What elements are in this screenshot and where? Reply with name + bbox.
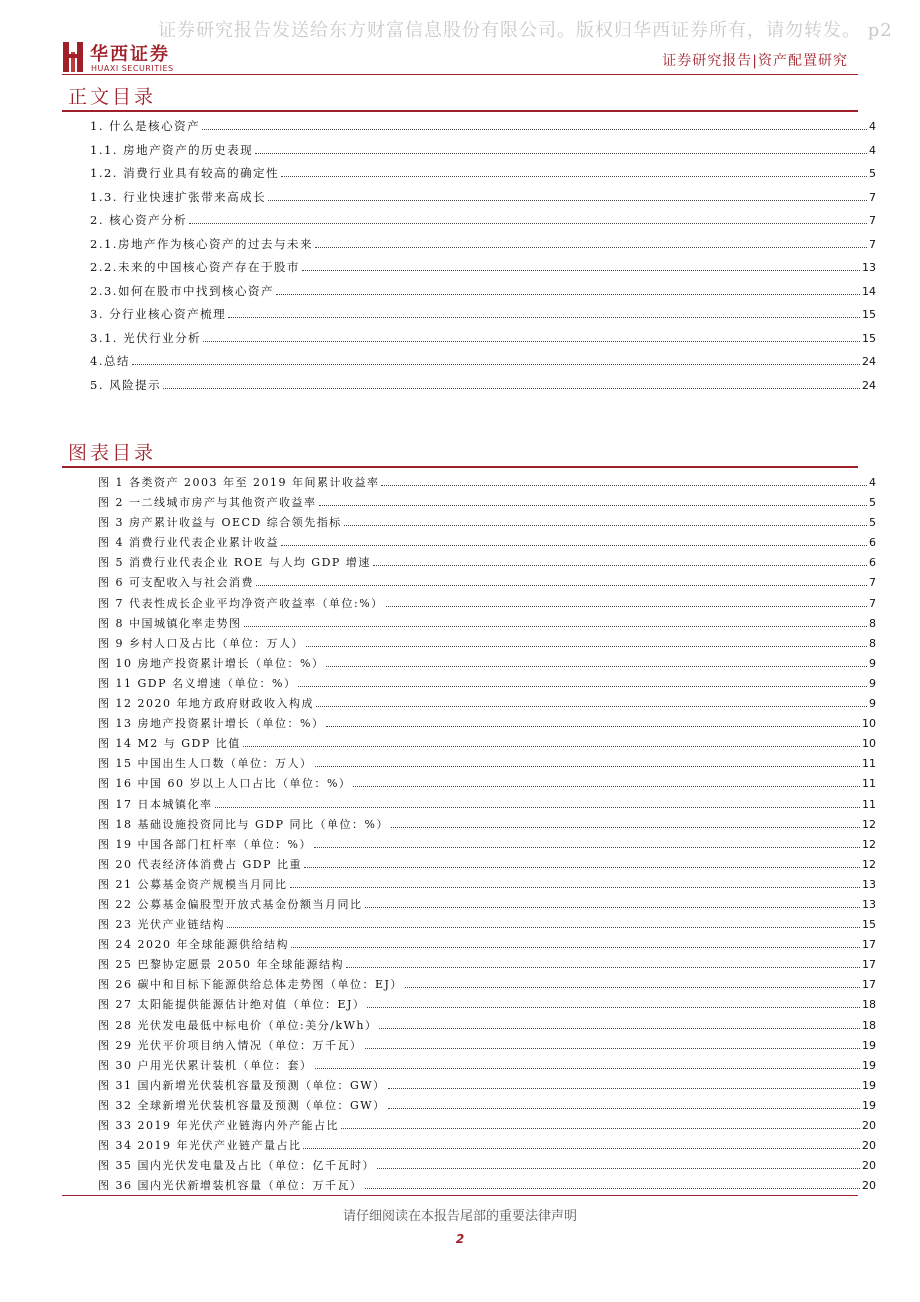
toc-entry[interactable] <box>90 259 876 283</box>
figure-entry[interactable] <box>98 675 876 695</box>
figure-entry-label: 图 9 乡村人口及占比（单位：万人） <box>98 636 304 650</box>
figure-entry-page: 7 <box>869 596 876 610</box>
figure-entry-label: 图 20 代表经济体消费占 GDP 比重 <box>98 857 302 871</box>
legal-notice: 请仔细阅读在本报告尾部的重要法律声明 <box>342 1209 577 1224</box>
dot-leader <box>379 1028 860 1029</box>
dot-leader <box>316 706 867 707</box>
dot-leader <box>319 505 868 506</box>
toc-entry-page: 7 <box>869 214 876 227</box>
toc-entry[interactable] <box>90 165 876 189</box>
figure-entry-page: 17 <box>862 978 876 992</box>
dot-leader <box>304 867 860 868</box>
dot-leader <box>365 1048 861 1049</box>
figure-entry[interactable] <box>98 876 876 896</box>
figure-entry[interactable] <box>98 936 876 956</box>
toc-entry[interactable] <box>90 212 876 236</box>
figure-list-title: 图表目录 <box>68 442 157 464</box>
dot-leader <box>344 525 867 526</box>
figure-entry-page: 20 <box>862 1159 876 1173</box>
figure-entry-page: 11 <box>862 757 876 771</box>
toc-title: 正文目录 <box>68 86 157 108</box>
figure-entry-label: 图 27 太阳能提供能源估计绝对值（单位：EJ） <box>98 998 366 1012</box>
figure-entry-label: 图 32 全球新增光伏装机容量及预测（单位：GW） <box>98 1098 386 1112</box>
figure-entry-label: 图 23 光伏产业链结构 <box>98 918 225 932</box>
toc-entry[interactable] <box>90 142 876 166</box>
dot-leader <box>281 176 867 177</box>
company-logo <box>62 40 192 76</box>
figure-entry-label: 图 16 中国 60 岁以上人口占比（单位：%） <box>98 777 352 791</box>
figure-entry[interactable] <box>98 976 876 996</box>
figure-entry[interactable] <box>98 1097 876 1117</box>
toc-entry-label: 2.2.未来的中国核心资产存在于股市 <box>90 260 300 274</box>
toc-entry-page: 14 <box>862 284 876 298</box>
figure-entry-page: 7 <box>869 576 876 590</box>
figure-entry-page: 11 <box>862 777 876 791</box>
figure-entry[interactable] <box>98 856 876 876</box>
dot-leader <box>353 786 860 787</box>
figure-entry-label: 图 6 可支配收入与社会消费 <box>98 576 254 590</box>
figure-entry[interactable] <box>98 595 876 615</box>
toc-entry[interactable] <box>90 189 876 213</box>
dot-leader <box>189 223 867 224</box>
dot-leader <box>315 1068 861 1069</box>
footer-divider <box>62 1195 858 1196</box>
figure-entry[interactable] <box>98 1117 876 1137</box>
figure-entry[interactable] <box>98 816 876 836</box>
dot-leader <box>298 686 867 687</box>
toc-entry[interactable] <box>90 306 876 330</box>
dot-leader <box>391 827 860 828</box>
figure-entry-label: 图 19 中国各部门杠杆率（单位：%） <box>98 837 312 851</box>
dot-leader <box>365 1188 861 1189</box>
figure-entry-label: 图 17 日本城镇化率 <box>98 797 213 811</box>
figure-entry-page: 8 <box>869 636 876 650</box>
figure-entry[interactable] <box>98 615 876 635</box>
figure-entry-page: 6 <box>869 536 876 550</box>
dot-leader <box>341 1128 860 1129</box>
logo-english-name: HUAXI SECURITIES <box>91 64 174 73</box>
dot-leader <box>202 129 867 130</box>
figure-entry[interactable] <box>98 836 876 856</box>
dot-leader <box>315 247 867 248</box>
dot-leader <box>281 545 867 546</box>
toc-title-divider <box>62 110 858 112</box>
figure-entry-label: 图 10 房地产投资累计增长（单位：%） <box>98 656 325 670</box>
figure-entry-label: 图 34 2019 年光伏产业链产量占比 <box>98 1139 302 1153</box>
figure-entry[interactable] <box>98 494 876 514</box>
figure-entry[interactable] <box>98 916 876 936</box>
dot-leader <box>215 807 861 808</box>
dot-leader <box>132 364 860 365</box>
toc-list <box>90 118 876 400</box>
figure-entry-label: 图 14 M2 与 GDP 比值 <box>98 737 241 751</box>
dot-leader <box>306 646 867 647</box>
figure-list <box>98 474 876 1197</box>
toc-entry[interactable] <box>90 236 876 260</box>
toc-entry-label: 2. 核心资产分析 <box>90 213 188 227</box>
toc-entry[interactable] <box>90 353 876 377</box>
dot-leader <box>227 927 860 928</box>
dot-leader <box>388 1108 860 1109</box>
dot-leader <box>256 585 867 586</box>
figure-entry[interactable] <box>98 514 876 534</box>
dot-leader <box>386 606 867 607</box>
figure-entry-page: 12 <box>862 857 876 871</box>
figure-entry-label: 图 4 消费行业代表企业累计收益 <box>98 536 279 550</box>
figure-entry-page: 5 <box>869 496 876 510</box>
figure-entry-page: 20 <box>862 1119 876 1132</box>
toc-entry-page: 24 <box>862 355 876 368</box>
dot-leader <box>302 270 860 271</box>
figure-entry-page: 10 <box>862 717 876 731</box>
figure-entry[interactable] <box>98 474 876 494</box>
toc-entry-page: 7 <box>869 190 876 204</box>
dot-leader <box>228 317 860 318</box>
figure-entry[interactable] <box>98 996 876 1016</box>
figure-entry-label: 图 8 中国城镇化率走势图 <box>98 616 242 630</box>
figure-entry-page: 5 <box>869 516 876 530</box>
dot-leader <box>365 907 861 908</box>
figure-entry-page: 18 <box>862 1018 876 1032</box>
figure-entry[interactable] <box>98 775 876 795</box>
logo-chinese-name: 华西证券 <box>90 44 170 65</box>
figure-entry[interactable] <box>98 896 876 916</box>
toc-entry[interactable] <box>90 330 876 354</box>
toc-entry-label: 1.1. 房地产资产的历史表现 <box>90 142 254 157</box>
toc-entry-label: 1. 什么是核心资产 <box>90 119 201 133</box>
figure-entry-page: 13 <box>862 877 876 891</box>
figure-entry-label: 图 28 光伏发电最低中标电价（单位:美分/kWh） <box>98 1018 378 1032</box>
report-category <box>662 50 848 70</box>
figure-entry[interactable] <box>98 1057 876 1077</box>
figure-entry-label: 图 15 中国出生人口数（单位：万人） <box>98 757 313 771</box>
figure-entry-label: 图 24 2020 年全球能源供给结构 <box>98 938 289 952</box>
toc-entry-label: 3. 分行业核心资产梳理 <box>90 307 227 321</box>
dot-leader <box>314 847 860 848</box>
figure-entry-label: 图 22 公募基金偏股型开放式基金份额当月同比 <box>98 897 363 911</box>
toc-entry-page: 15 <box>862 331 876 345</box>
figure-entry[interactable] <box>98 956 876 976</box>
figure-entry-label: 图 30 户用光伏累计装机（单位：套） <box>98 1058 313 1072</box>
figure-entry[interactable] <box>98 554 876 574</box>
toc-entry-label: 1.3. 行业快速扩张带来高成长 <box>90 189 267 204</box>
figure-entry-page: 9 <box>869 656 876 670</box>
figure-entry-label: 图 33 2019 年光伏产业链海内外产能占比 <box>98 1119 339 1132</box>
figure-entry-page: 9 <box>869 676 876 690</box>
header-separator: | <box>752 53 758 69</box>
toc-entry-page: 5 <box>869 167 876 180</box>
figure-entry-page: 12 <box>862 837 876 851</box>
dot-leader <box>268 200 867 201</box>
toc-entry[interactable] <box>90 377 876 401</box>
dot-leader <box>377 1168 860 1169</box>
figure-entry-label: 图 3 房产累计收益与 OECD 综合领先指标 <box>98 516 342 530</box>
figure-entry-page: 20 <box>862 1139 876 1153</box>
dot-leader <box>346 967 860 968</box>
figure-entry-page: 19 <box>862 1098 876 1112</box>
dot-leader <box>290 887 861 888</box>
figure-entry[interactable] <box>98 534 876 554</box>
figure-entry-page: 8 <box>869 616 876 630</box>
figure-entry-page: 17 <box>862 938 876 952</box>
figure-entry-label: 图 2 一二线城市房产与其他资产收益率 <box>98 496 317 510</box>
figure-entry[interactable] <box>98 1077 876 1097</box>
dot-leader <box>388 1088 860 1089</box>
toc-entry[interactable] <box>90 283 876 307</box>
figure-entry-page: 6 <box>869 556 876 570</box>
dot-leader <box>243 746 860 747</box>
figure-entry[interactable] <box>98 1157 876 1177</box>
toc-entry-label: 4.总结 <box>90 354 130 368</box>
figure-entry-page: 19 <box>862 1078 876 1092</box>
toc-entry-page: 4 <box>869 143 876 157</box>
figure-entry-label: 图 35 国内光伏发电量及占比（单位：亿千瓦时） <box>98 1159 375 1173</box>
figure-entry-label: 图 5 消费行业代表企业 ROE 与人均 GDP 增速 <box>98 556 371 570</box>
figure-entry-page: 15 <box>862 918 876 932</box>
figure-entry[interactable] <box>98 715 876 735</box>
figure-entry-page: 13 <box>862 897 876 911</box>
figure-entry-page: 12 <box>862 817 876 831</box>
toc-entry-page: 4 <box>869 120 876 133</box>
figure-entry-page: 19 <box>862 1058 876 1072</box>
figure-entry[interactable] <box>98 695 876 715</box>
huaxi-logo-icon <box>62 40 84 74</box>
figure-entry[interactable] <box>98 574 876 594</box>
dot-leader <box>326 726 860 727</box>
figure-entry[interactable] <box>98 796 876 816</box>
toc-entry-label: 2.1.房地产作为核心资产的过去与未来 <box>90 236 313 251</box>
figure-entry-page: 4 <box>869 476 876 489</box>
figure-entry-label: 图 12 2020 年地方政府财政收入构成 <box>98 697 314 711</box>
page-number: 2 <box>455 1232 465 1246</box>
toc-entry-label: 2.3.如何在股市中找到核心资产 <box>90 283 274 298</box>
figure-entry[interactable] <box>98 1017 876 1037</box>
dot-leader <box>315 766 861 767</box>
figure-entry[interactable] <box>98 635 876 655</box>
figure-entry-label: 图 7 代表性成长企业平均净资产收益率（单位:%） <box>98 596 384 610</box>
figure-entry-page: 9 <box>869 697 876 711</box>
figure-entry[interactable] <box>98 1037 876 1057</box>
dot-leader <box>276 294 860 295</box>
figure-entry-label: 图 11 GDP 名义增速（单位：%） <box>98 676 297 690</box>
figure-entry[interactable] <box>98 1137 876 1157</box>
figure-entry-label: 图 26 碳中和目标下能源供给总体走势图（单位：EJ） <box>98 978 403 992</box>
figure-entry-label: 图 18 基础设施投资同比与 GDP 同比（单位：%） <box>98 817 389 831</box>
report-subtype: 资产配置研究 <box>758 53 848 69</box>
figure-entry[interactable] <box>98 735 876 755</box>
figure-entry-label: 图 36 国内光伏新增装机容量（单位：万千瓦） <box>98 1179 363 1193</box>
header-divider <box>62 74 858 75</box>
figure-entry-label: 图 29 光伏平价项目纳入情况（单位：万千瓦） <box>98 1038 363 1052</box>
toc-entry-page: 24 <box>862 378 876 392</box>
toc-entry-label: 1.2. 消费行业具有较高的确定性 <box>90 166 280 180</box>
figure-entry-label: 图 31 国内新增光伏装机容量及预测（单位：GW） <box>98 1078 386 1092</box>
dot-leader <box>405 987 860 988</box>
figure-entry[interactable] <box>98 655 876 675</box>
figure-entry-label: 图 21 公募基金资产规模当月同比 <box>98 877 288 891</box>
figure-entry-label: 图 13 房地产投资累计增长（单位：%） <box>98 717 325 731</box>
toc-entry-page: 7 <box>869 237 876 251</box>
dot-leader <box>303 1148 860 1149</box>
dot-leader <box>163 388 860 389</box>
dot-leader <box>203 341 860 342</box>
toc-entry-label: 5. 风险提示 <box>90 377 162 392</box>
dot-leader <box>326 666 867 667</box>
figure-entry[interactable] <box>98 755 876 775</box>
dot-leader <box>244 626 868 627</box>
figure-list-divider <box>62 466 858 468</box>
figure-entry-label: 图 25 巴黎协定愿景 2050 年全球能源结构 <box>98 958 344 972</box>
dot-leader <box>381 485 867 486</box>
figure-entry-page: 11 <box>862 797 876 811</box>
figure-entry-label: 图 1 各类资产 2003 年至 2019 年间累计收益率 <box>98 476 380 489</box>
figure-entry-page: 10 <box>862 737 876 751</box>
figure-entry-page: 19 <box>862 1038 876 1052</box>
report-type: 证券研究报告 <box>662 53 753 69</box>
figure-entry-page: 20 <box>862 1179 876 1193</box>
figure-entry-page: 17 <box>862 958 876 972</box>
toc-entry-label: 3.1. 光伏行业分析 <box>90 330 202 345</box>
toc-entry[interactable] <box>90 118 876 142</box>
dot-leader <box>255 153 867 154</box>
dot-leader <box>367 1007 860 1008</box>
dot-leader <box>291 947 860 948</box>
toc-entry-page: 15 <box>862 308 876 321</box>
dot-leader <box>373 565 867 566</box>
watermark-text: 证券研究报告发送给东方财富信息股份有限公司。版权归华西证券所有，请勿转发。 p2 <box>158 20 893 41</box>
figure-entry-page: 18 <box>862 998 876 1012</box>
toc-entry-page: 13 <box>862 261 876 274</box>
